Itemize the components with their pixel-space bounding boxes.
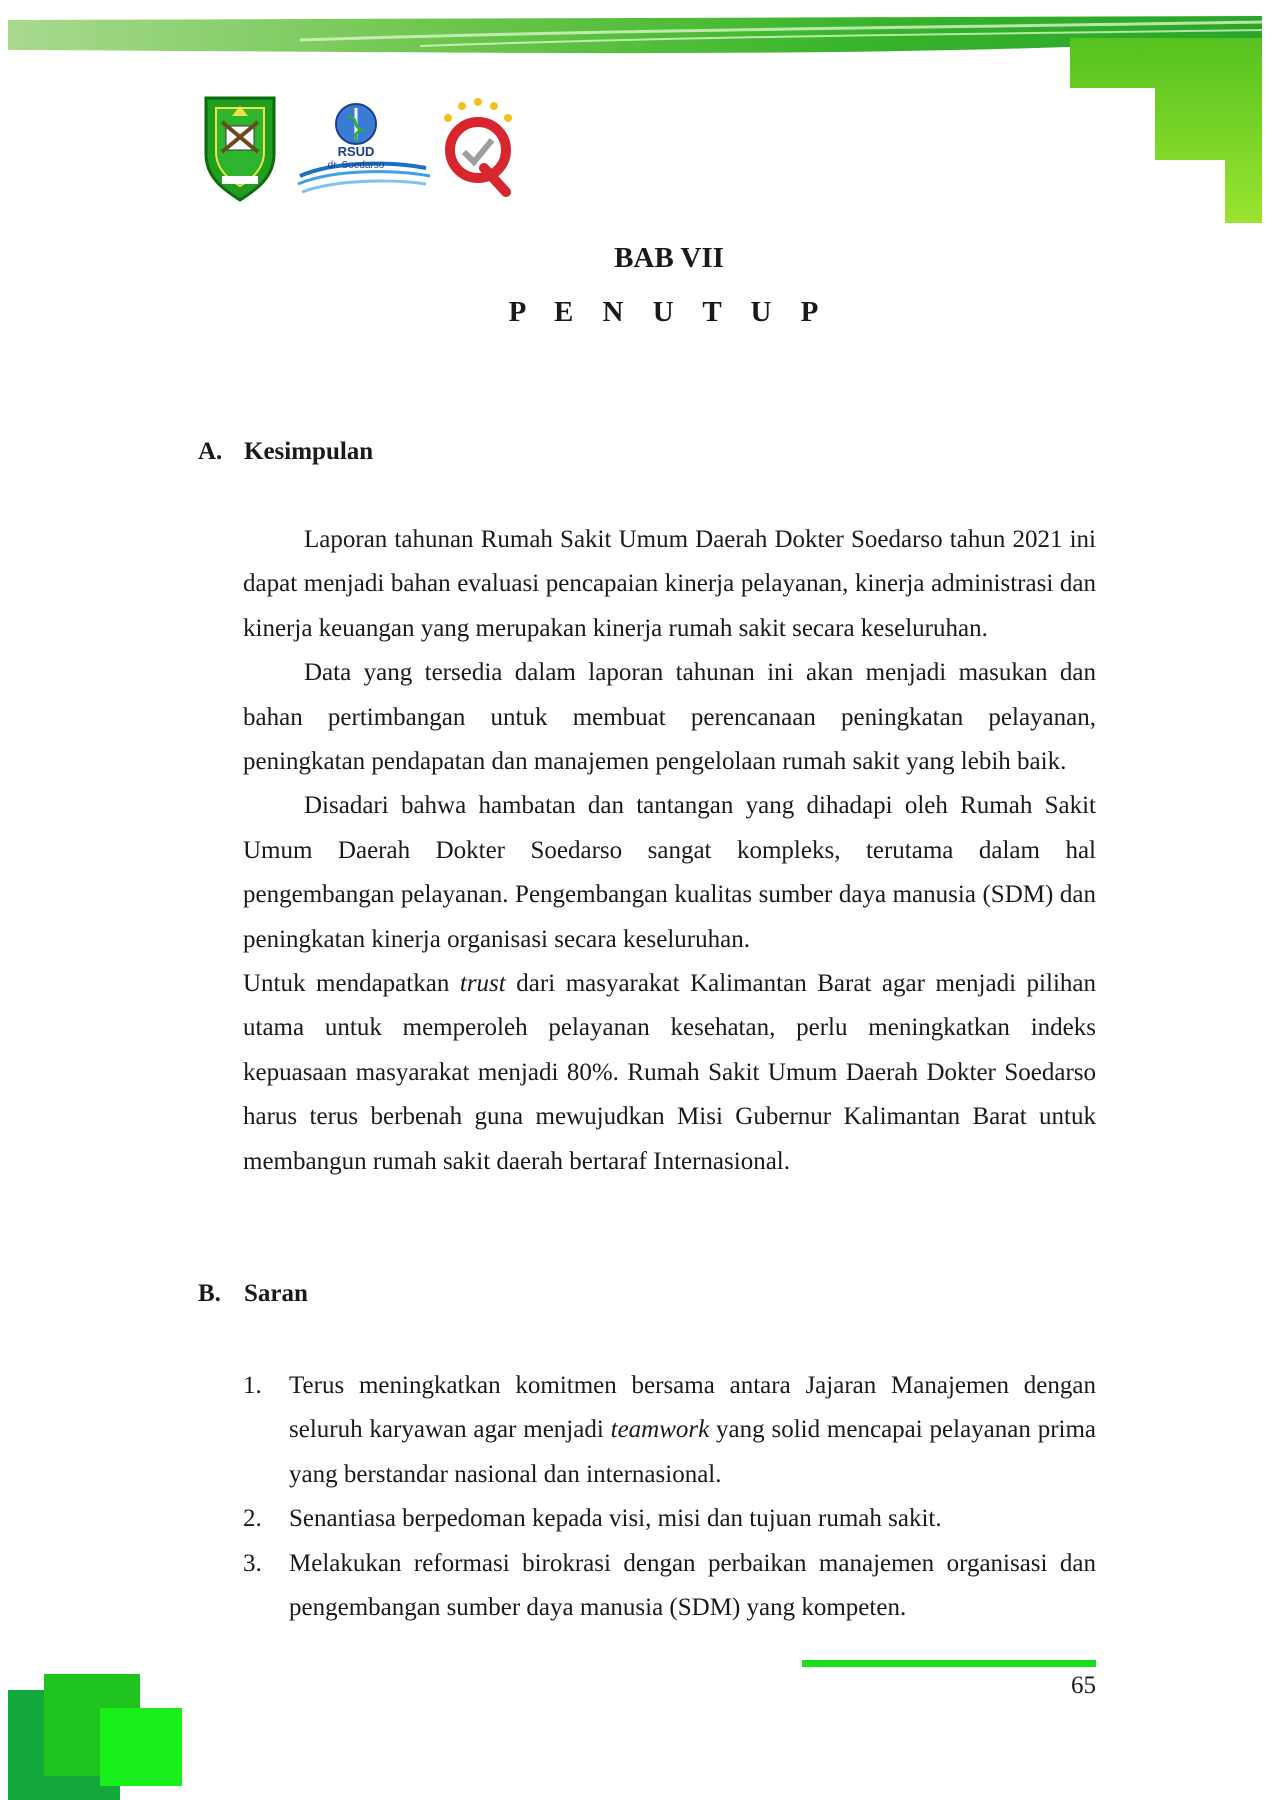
list-item (243, 1497, 1096, 1541)
rsud-logo-line1: RSUD (337, 144, 375, 159)
header-logos (200, 92, 540, 202)
chapter-number: BAB VII (614, 242, 724, 274)
list-item-number: 1. (243, 1372, 262, 1399)
paragraph-4-end: dari masyarakat Kalimantan Barat agar menjadi pilihan utama untuk memperoleh pelayanan kesehatan, perlu meningkatkan indeks kepuasaan masyarakat menjadi 80%. Rumah Sakit Umum Daerah Dokter Soedarso harus terus berbenah guna mewujudkan Misi Gubernur Kalimantan Barat untuk membangun rumah sakit daerah bertaraf Internasional. (243, 970, 1096, 1175)
list-item-number: 2. (243, 1505, 262, 1533)
chapter-title: P E N U T U P (508, 296, 830, 328)
rsud-logo-icon (298, 104, 430, 192)
paragraph-4 (243, 962, 1096, 1184)
section-a-title: Kesimpulan (244, 438, 374, 465)
list-item-text: Senantiasa berpedoman kepada visi, misi dan tujuan rumah sakit. (289, 1505, 942, 1533)
section-b-heading (198, 1280, 898, 1312)
quality-q-stars-icon (444, 98, 512, 192)
section-b-title: Saran (244, 1280, 308, 1307)
paragraph-4-start: Untuk mendapatkan (243, 970, 460, 998)
list-item-text-end: yang solid mencapai pelayanan prima yang berstandar nasional dan internasional. (289, 1416, 1097, 1488)
section-a-heading (198, 438, 898, 470)
footer-rule (802, 1660, 1096, 1667)
list-item-number: 3. (243, 1549, 262, 1577)
list-item (243, 1364, 1096, 1497)
footer-decoration (0, 1660, 200, 1800)
section-a-label: A. (198, 438, 223, 465)
header-banner (0, 0, 1273, 230)
teamwork-term: teamwork (610, 1416, 710, 1444)
shield-crest-icon (206, 98, 274, 200)
page-number: 65 (1071, 1672, 1096, 1699)
section-a-body (243, 518, 1096, 1184)
paragraph-2: Data yang tersedia dalam laporan tahunan ini akan menjadi masukan dan bahan pertimbangan untuk membuat perencanaan peningkatan pelayanan, peningkatan pendapatan dan manajemen pengelolaan rumah sakit yang lebih baik. (243, 659, 1096, 776)
saran-list (243, 1364, 1096, 1630)
list-item (243, 1542, 1096, 1631)
list-item-text: Melakukan reformasi birokrasi dengan perbaikan manajemen organisasi dan pengembangan sumber daya manusia (SDM) yang kompeten. (289, 1549, 1096, 1622)
list-item-text-start: Terus meningkatkan komitmen bersama antara Jajaran Manajemen dengan seluruh karyawan agar menjadi (289, 1372, 1096, 1444)
rsud-logo-line2: dr. Soedarso (327, 160, 385, 171)
paragraph-1: Laporan tahunan Rumah Sakit Umum Daerah Dokter Soedarso tahun 2021 ini dapat menjadi bahan evaluasi pencapaian kinerja pelayanan, kinerja administrasi dan kinerja keuangan yang merupakan kinerja rumah sakit secara keseluruhan. (243, 526, 1096, 642)
trust-term: trust (459, 970, 506, 998)
paragraph-3: Disadari bahwa hambatan dan tantangan yang dihadapi oleh Rumah Sakit Umum Daerah Dokter Soedarso sangat kompleks, terutama dalam hal pengembangan pelayanan. Pengembangan kualitas sumber daya manusia (SDM) dan peningkatan kinerja organisasi secara keseluruhan. (243, 792, 1096, 953)
section-b-label: B. (198, 1280, 221, 1307)
